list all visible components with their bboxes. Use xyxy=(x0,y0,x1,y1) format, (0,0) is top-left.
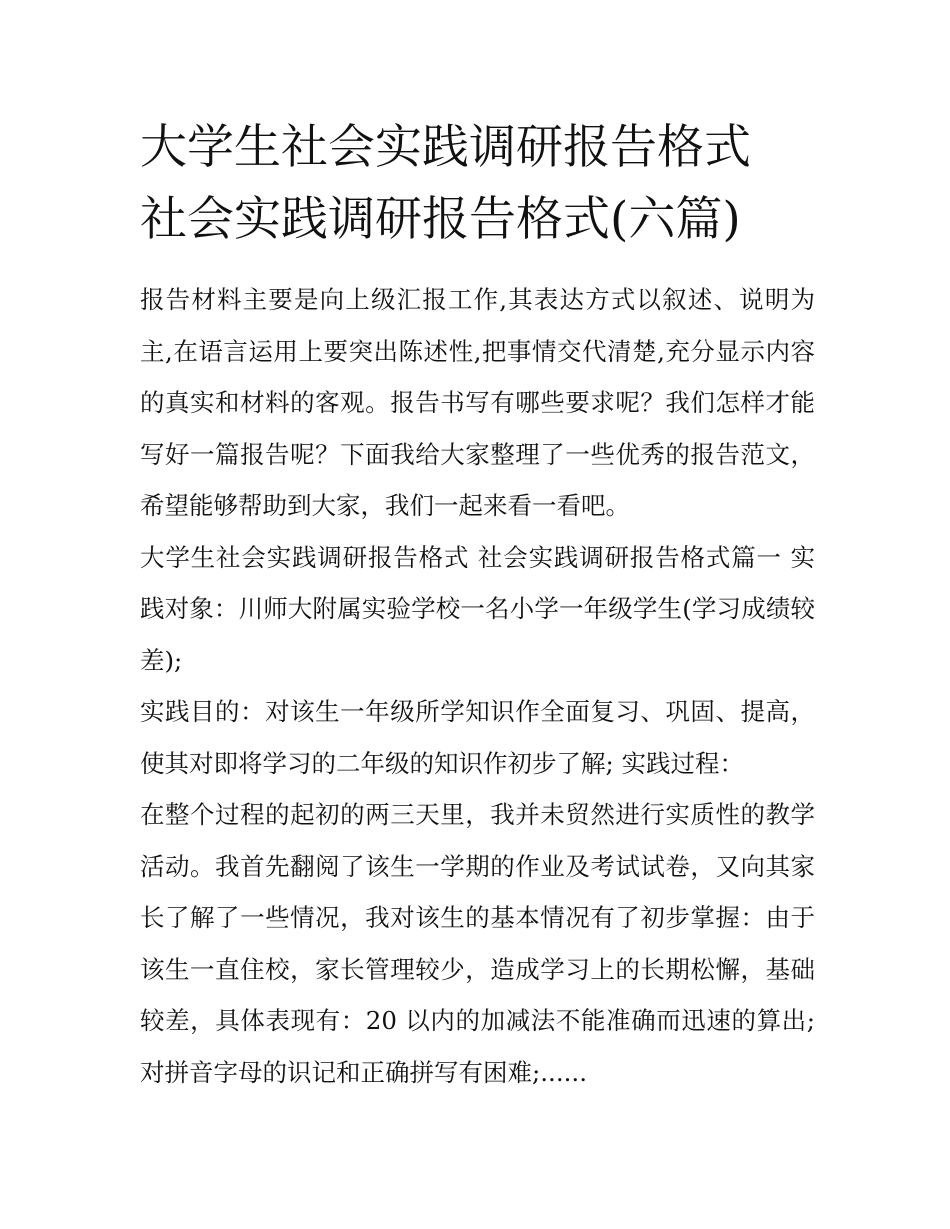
practice-object-paragraph: 大学生社会实践调研报告格式 社会实践调研报告格式篇一 实践对象：川师大附属实验学校一名小学一年级学生(学习成绩较差); xyxy=(140,542,815,675)
practice-process-paragraph: 在整个过程的起初的两三天里，我并未贸然进行实质性的教学活动。我首先翻阅了该生一学期的作业及考试试卷，又向其家长了解了一些情况，我对该生的基本情况有了初步掌握：由于该生一直住校，家长管理较少，造成学习上的长期松懈，基础较差，具体表现有：20 以内的加减法不能准确而迅速的算出; 对拼音字母的识记和正确拼写有困难;...... xyxy=(140,800,815,1087)
document-title xyxy=(140,112,815,256)
intro-paragraph: 报告材料主要是向上级汇报工作,其表达方式以叙述、说明为主,在语言运用上要突出陈述性,把事情交代清楚,充分显示内容的真实和材料的客观。报告书写有哪些要求呢？我们怎样才能写好一篇报告呢？下面我给大家整理了一些优秀的报告范文，希望能够帮助到大家，我们一起来看一看吧。 xyxy=(140,285,815,520)
title-line-2: 社会实践调研报告格式(六篇) xyxy=(140,192,741,247)
title-line-1: 大学生社会实践调研报告格式 xyxy=(140,120,751,175)
practice-goal-paragraph: 实践目的：对该生一年级所学知识作全面复习、巩固、提高，使其对即将学习的二年级的知识作初步了解; 实践过程： xyxy=(140,697,815,778)
document-content xyxy=(140,112,815,1098)
